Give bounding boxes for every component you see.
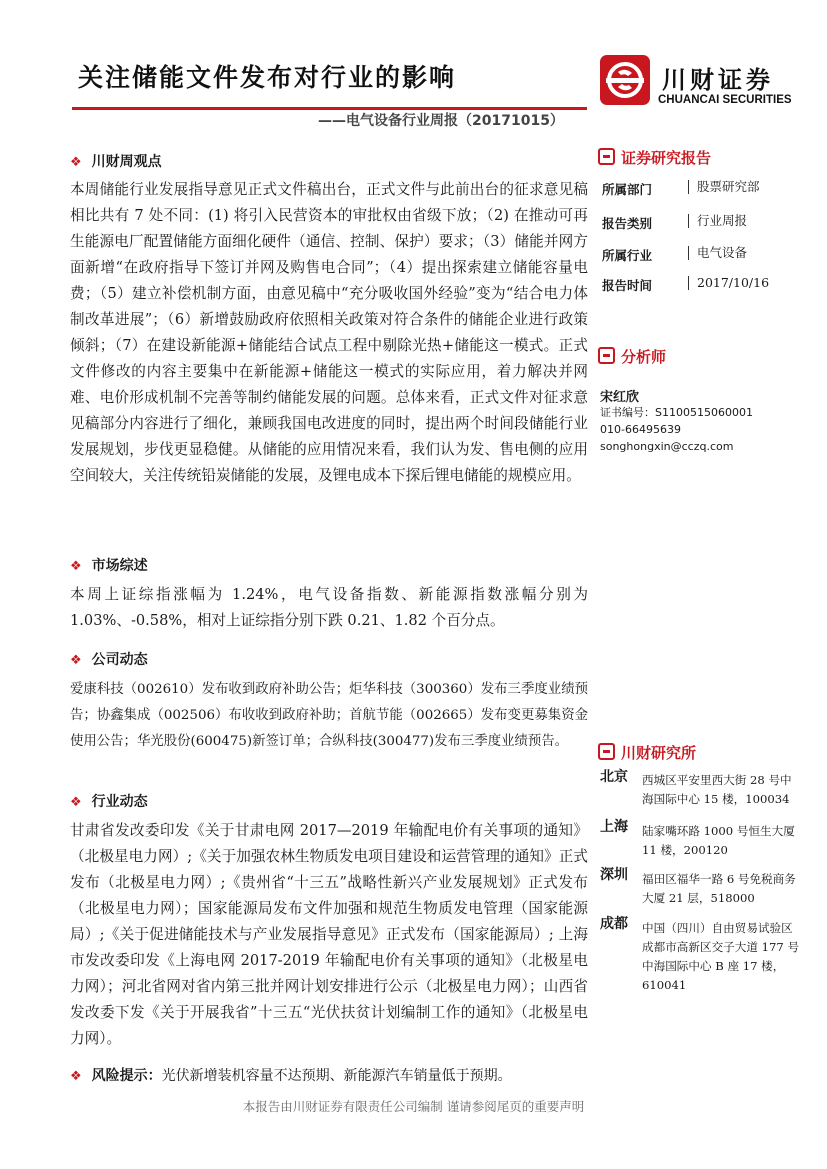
address-text-shanghai: 陆家嘴环路 1000 号恒生大厦 11 楼，200120 — [642, 824, 795, 857]
section-box-icon — [598, 743, 615, 760]
address-text-beijing: 西城区平安里西大街 28 号中海国际中心 15 楼，100034 — [642, 773, 792, 806]
risk-label: 风险提示： — [91, 1068, 162, 1084]
logo-name-en: CHUANCAI SECURITIES — [658, 94, 792, 106]
analyst-heading: 分析师 — [598, 346, 666, 367]
logo-mark-icon — [600, 55, 650, 105]
company-paragraph: 爱康科技（002610）发布收到政府补助公告；炬华科技（300360）发布三季度业绩预告；协鑫集成（002506）布收收到政府补助；首航节能（002665）发布变更募集资金使用公告；华光股份(600475)新签订单；合纵科技(300477)发布三季度业绩预告。 — [70, 682, 588, 749]
address-text-shenzhen: 福田区福华一路 6 号免税商务大厦 21 层，518000 — [642, 872, 796, 905]
info-row-category: 报告类别 行业周报 — [602, 213, 748, 231]
company-logo — [600, 55, 800, 111]
analyst-phone: 010-66495639 — [600, 423, 681, 436]
page-footer: 本报告由川财证券有限责任公司编制 谨请参阅尾页的重要声明 — [242, 1099, 585, 1114]
diamond-bullet-icon: ❖ — [70, 155, 82, 170]
report-subtitle: ——电气设备行业周报（20171015） — [318, 113, 564, 129]
info-row-industry: 所属行业 电气设备 — [602, 245, 748, 263]
report-type-heading: 证券研究报告 — [598, 147, 711, 168]
risk-line — [70, 1065, 512, 1085]
section-box-icon — [598, 148, 615, 165]
diamond-bullet-icon: ❖ — [70, 559, 82, 574]
info-row-department: 所属部门 股票研究部 — [602, 179, 760, 197]
diamond-bullet-icon: ❖ — [70, 653, 82, 668]
address-city-shanghai: 上海 — [600, 819, 628, 835]
address-city-beijing: 北京 — [600, 769, 628, 785]
diamond-bullet-icon: ❖ — [70, 795, 82, 810]
address-city-chengdu: 成都 — [600, 916, 628, 932]
section-heading-market: ❖ 市场综述 — [70, 558, 148, 574]
address-text-chengdu: 中国（四川）自由贸易试验区成都市高新区交子大道 177 号中海国际中心 B 座 17 楼，610041 — [642, 921, 800, 992]
analyst-name: 宋红欣 — [600, 390, 640, 405]
view-paragraph: 本周储能行业发展指导意见正式文件稿出台，正式文件与此前出台的征求意见稿相比共有 7 处不同：(1) 将引入民营资本的审批权由省级下放；（2) 在推动可再生能源电厂配置储能方面细化硬件（通信、控制、保护）要求；（3）储能并网方面新增“在政府指导下签订并网及购售电合同”；（4）提出探索建立储能容量电费；（5）建立补偿机制方面，由意见稿中“充分吸收国外经验”变为“结合电力体制改革进展”；（6）新增鼓励政府依照相关政策对符合条件的储能企业进行政策倾斜；（7）在建设新能源+储能结合试点工程中剔除光热+储能这一模式。正式文件修改的内容主要集中在新能源+储能这一模式的实际应用，着力解决并网难、电价形成机制不完善等制约储能发展的问题。总体来看，正式文件对征求意见稿部分内容进行了细化，兼顾我国电改进度的同时，提出两个时间段储能行业发展规划，步伐更显稳健。从储能的应用情况来看，我们认为发、售电侧的应用空间较大，关注传统铅炭储能的发展，及锂电成本下探后锂电储能的规模应用。 — [70, 181, 588, 484]
logo-name-cn: 川财证券 — [662, 66, 774, 94]
diamond-bullet-icon: ❖ — [70, 1069, 82, 1084]
industry-paragraph: 甘肃省发改委印发《关于甘肃电网 2017—2019 年输配电价有关事项的通知》（北极星电力网）;《关于加强农林生物质发电项目建设和运营管理的通知》正式发布（北极星电力网）;《贵州省“十三五”战略性新兴产业发展规划》正式发布（北极星电力网）；国家能源局发布文件加强和规范生物质发电管理（国家能源局）;《关于促进储能技术与产业发展指导意见》正式发布（国家能源局）; 上海市发改委印发《上海电网 2017-2019 年输配电价有关事项的通知》（北极星电力网）；河北省网对省内第三批并网计划安排进行公示（北极星电力网）；山西省发改委下发《关于开展我省”十三五“光伏扶贫计划编制工作的通知》（北极星电力网）。 — [70, 822, 588, 1047]
address-city-shenzhen: 深圳 — [600, 867, 628, 883]
analyst-email[interactable]: songhongxin@cczq.com — [600, 440, 734, 453]
institute-heading: 川财研究所 — [598, 742, 696, 763]
section-box-icon — [598, 347, 615, 364]
section-heading-industry: ❖ 行业动态 — [70, 794, 148, 810]
market-paragraph: 本周上证综指涨幅为 1.24%，电气设备指数、新能源指数涨幅分别为 1.03%、-0.58%，相对上证综指分别下跌 0.21、1.82 个百分点。 — [70, 586, 588, 629]
page-title: 关注储能文件发布对行业的影响 — [78, 63, 457, 92]
section-heading-view: ❖ 川财周观点 — [70, 154, 162, 170]
analyst-cert: 证书编号：S1100515060001 — [600, 406, 753, 419]
section-heading-company: ❖ 公司动态 — [70, 652, 148, 668]
info-row-date: 报告时间 2017/10/16 — [602, 275, 770, 293]
risk-text: 光伏新增装机容量不达预期、新能源汽车销量低于预期。 — [161, 1068, 512, 1084]
